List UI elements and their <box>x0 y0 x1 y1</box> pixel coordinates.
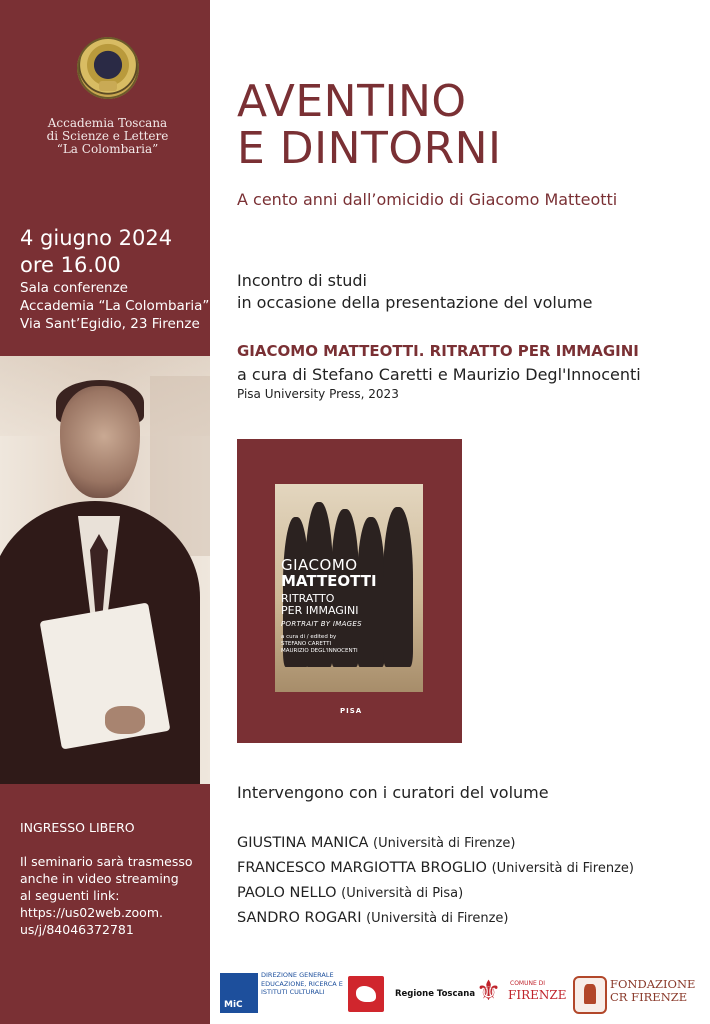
page-subtitle: A cento anni dall’omicidio di Giacomo Matteotti <box>237 190 618 209</box>
academy-seal-logo <box>77 37 139 99</box>
event-date: 4 giugno 2024 <box>20 226 173 250</box>
speaker-item <box>237 856 634 881</box>
venue-line: Sala conferenze <box>20 280 128 296</box>
matteotti-portrait-photo <box>0 356 210 784</box>
book-editors: a cura di Stefano Caretti e Maurizio Degl'Innocenti <box>237 365 641 384</box>
streaming-info <box>20 853 195 938</box>
cover-english-subtitle: PORTRAIT BY IMAGES <box>281 620 362 628</box>
comune-firenze-text: FIRENZE <box>508 988 567 1002</box>
academy-name <box>20 117 195 156</box>
florence-lily-icon: ⚜ <box>476 974 502 1007</box>
cover-subtitle-line: PER IMMAGINI <box>281 604 359 617</box>
book-cover <box>237 439 462 743</box>
cover-editors-line: MAURIZIO DEGL'INNOCENTI <box>281 648 358 654</box>
zoom-link[interactable]: https://us02web.zoom. <box>20 905 163 920</box>
cover-surname: MATTEOTTI <box>281 572 377 590</box>
description-line: in occasione della presentazione del volume <box>237 293 593 312</box>
sidebar <box>0 0 210 1024</box>
free-entry-label: INGRESSO LIBERO <box>20 820 135 835</box>
regione-toscana-text: Regione Toscana <box>395 989 476 999</box>
cover-editors-line: a cura di / edited by <box>281 634 337 640</box>
cover-name: GIACOMO <box>281 556 358 574</box>
book-title: GIACOMO MATTEOTTI. RITRATTO PER IMMAGINI <box>237 342 639 360</box>
venue-line: Via Sant’Egidio, 23 Firenze <box>20 316 200 332</box>
streaming-line: Il seminario sarà trasmesso <box>20 854 193 869</box>
event-description <box>237 270 592 314</box>
regione-toscana-logo <box>348 976 384 1012</box>
speaker-name: FRANCESCO MARGIOTTA BROGLIO <box>237 860 487 876</box>
description-line: Incontro di studi <box>237 271 367 290</box>
streaming-line: al seguenti link: <box>20 888 120 903</box>
speakers-heading: Intervengono con i curatori del volume <box>237 783 549 802</box>
fondazione-cr-text <box>610 978 695 1004</box>
venue-line: Accademia “La Colombaria” <box>20 298 210 314</box>
speakers-list <box>237 831 634 931</box>
speaker-item <box>237 881 634 906</box>
speaker-affiliation: (Università di Pisa) <box>341 886 464 901</box>
speaker-name: GIUSTINA MANICA <box>237 835 369 851</box>
zoom-link[interactable]: us/j/84046372781 <box>20 922 134 937</box>
sponsor-logos <box>220 968 710 1018</box>
event-datetime <box>20 225 172 279</box>
mic-logo-text: DIREZIONE GENERALE EDUCAZIONE, RICERCA E ISTITUTI CULTURALI <box>261 971 343 996</box>
academy-line: Accademia Toscana <box>47 116 168 130</box>
fondazione-cr-line: CR FIRENZE <box>610 990 688 1004</box>
cover-publisher-logo: PISA <box>340 707 363 715</box>
book-publisher: Pisa University Press, 2023 <box>237 387 399 401</box>
comune-label: COMUNE DI <box>510 980 546 987</box>
speaker-name: PAOLO NELLO <box>237 885 337 901</box>
speaker-affiliation: (Università di Firenze) <box>366 911 509 926</box>
fondazione-cr-line: FONDAZIONE <box>610 977 696 991</box>
cover-editors <box>281 634 358 655</box>
event-time: ore 16.00 <box>20 253 121 277</box>
speaker-item <box>237 831 634 856</box>
speaker-item <box>237 906 634 931</box>
academy-line: di Scienze e Lettere <box>46 129 169 143</box>
cover-subtitle <box>281 593 359 617</box>
cover-editors-line: STEFANO CARETTI <box>281 641 332 647</box>
streaming-line: anche in video streaming <box>20 871 179 886</box>
fondazione-cr-logo <box>573 976 607 1014</box>
speaker-affiliation: (Università di Firenze) <box>373 836 516 851</box>
academy-line: “La Colombaria” <box>56 142 159 156</box>
mic-logo-label: MiC <box>224 1000 243 1010</box>
mic-logo <box>220 973 258 1013</box>
page-title <box>237 78 502 172</box>
title-line: AVENTINO <box>237 76 467 127</box>
title-line: E DINTORNI <box>237 123 502 174</box>
speaker-affiliation: (Università di Firenze) <box>491 861 634 876</box>
speaker-name: SANDRO ROGARI <box>237 910 362 926</box>
cover-subtitle-line: RITRATTO <box>281 592 335 605</box>
event-venue <box>20 279 209 333</box>
